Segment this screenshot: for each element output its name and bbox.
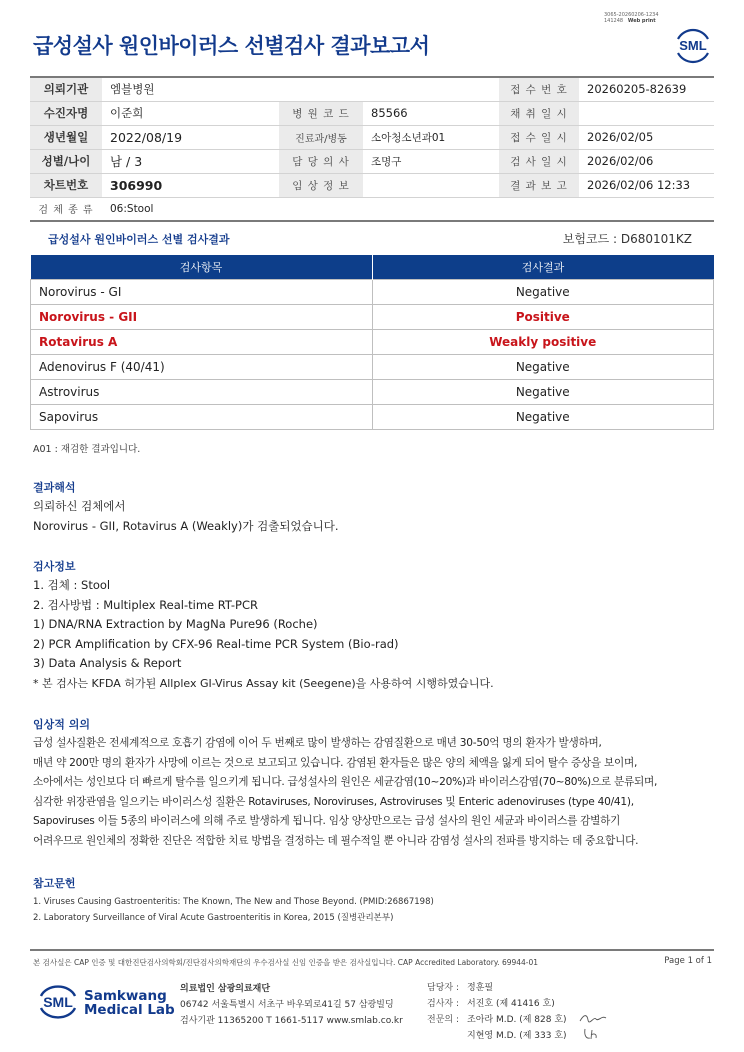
- birth-date-label: 생년월일: [30, 125, 102, 149]
- test-info-title: 검사정보: [33, 560, 76, 573]
- test-item-header: 검사항목: [31, 255, 373, 279]
- report-title: 급성설사 원인바이러스 선별검사 결과보고서: [33, 34, 430, 58]
- test-item-name: Norovirus - GII: [31, 304, 373, 329]
- insurance-code: 보험코드 : D680101KZ: [562, 232, 692, 246]
- clinical-line: 급성 설사질환은 전세계적으로 호흡기 감염에 이어 두 번째로 많이 발생하는 감염질환으로 매년 30-50억 명의 환자가 발생하며,: [33, 737, 602, 749]
- department-value: 소아청소년과01: [363, 125, 499, 149]
- clinical-line: 어려우므로 원인체의 정확한 진단은 적합한 치료 방법을 결정하는 데 필수적일 뿐 아니라 감염성 설사의 전파를 방지하는 데 중요합니다.: [33, 834, 639, 847]
- report-code-line2: [604, 18, 659, 24]
- clinical-info-value: [363, 173, 499, 197]
- requesting-org-value: 엠블병원: [102, 77, 279, 101]
- table-row: [31, 379, 714, 404]
- test-item-result: Weakly positive: [372, 329, 714, 354]
- patient-row: [30, 173, 714, 197]
- hospital-code-label: 병 원 코 드: [279, 101, 363, 125]
- clinical-text: [33, 734, 657, 851]
- results-table: [30, 255, 714, 430]
- web-print-label: Web print: [627, 18, 656, 24]
- test-item-result: Negative: [372, 279, 714, 304]
- staff-role: 검사자 :: [427, 999, 459, 1009]
- organization-contact: 검사기관 11365200 T 1661-5117 www.smlab.co.kr: [180, 1016, 403, 1026]
- clinical-title: 임상적 의의: [33, 718, 90, 731]
- page-number: Page 1 of 1: [664, 956, 712, 966]
- requesting-org-label: 의뢰기관: [30, 77, 102, 101]
- receipt-number-label: 접 수 번 호: [499, 77, 579, 101]
- interpretation-line: Norovirus - GII, Rotavirus A (Weakly)가 검출되었습니다.: [33, 518, 339, 533]
- sml-logo-icon: [36, 984, 80, 1020]
- table-row: [31, 304, 714, 329]
- test-item-name: Rotavirus A: [31, 329, 373, 354]
- report-code-line1: 3065-20260206-1234: [604, 12, 659, 18]
- specimen-type-value: 06:Stool: [102, 197, 714, 221]
- footer-divider: [30, 949, 714, 951]
- patient-row: [30, 125, 714, 149]
- sml-logo-text: SML: [43, 994, 73, 1010]
- sex-age-value: 남 / 3: [102, 149, 279, 173]
- test-item-result: Positive: [372, 304, 714, 329]
- table-row: [31, 354, 714, 379]
- sml-logo-text: SML: [679, 38, 707, 53]
- organization-info: [180, 981, 403, 1029]
- staff-role: 담당자 :: [427, 983, 459, 993]
- test-info-line: * 본 검사는 KFDA 허가된 Allplex GI-Virus Assay kit (Seegene)을 사용하여 시행하였습니다.: [33, 676, 494, 690]
- clinical-info-label: 임 상 정 보: [279, 173, 363, 197]
- test-item-result: Negative: [372, 379, 714, 404]
- blank-cell: [363, 77, 499, 101]
- report-date-value: 2026/02/06 12:33: [579, 173, 714, 197]
- signature-icon: [578, 1012, 608, 1026]
- interpretation-title: 결과해석: [33, 481, 76, 494]
- department-label: 진료과/병동: [279, 125, 363, 149]
- receipt-number-value: 20260205-82639: [579, 77, 714, 101]
- table-row: [31, 329, 714, 354]
- clinical-line: 소아에서는 성인보다 더 빠르게 탈수를 일으키게 됩니다. 급성설사의 원인은 세균감염(10~20%)과 바이러스감염(70~80%)으로 분류되며,: [33, 776, 658, 788]
- brand-line2: Medical Lab: [84, 1002, 175, 1018]
- retest-note: A01 : 재검한 결과입니다.: [33, 444, 141, 455]
- references-title: 참고문헌: [33, 877, 76, 890]
- patient-row: [30, 197, 714, 221]
- test-info-text: [33, 576, 494, 693]
- patient-name-value: 이준희: [102, 101, 279, 125]
- staff-row: [427, 996, 567, 1012]
- sex-age-label: 성별/나이: [30, 149, 102, 173]
- staff-name: 정훈필: [467, 983, 494, 993]
- table-row: [31, 404, 714, 429]
- test-item-name: Adenovirus F (40/41): [31, 354, 373, 379]
- test-info-line: 2. 검사방법 : Multiplex Real-time RT-PCR: [33, 597, 258, 612]
- receipt-date-value: 2026/02/05: [579, 125, 714, 149]
- test-item-result: Negative: [372, 404, 714, 429]
- report-code: [604, 12, 659, 24]
- test-date-value: 2026/02/06: [579, 149, 714, 173]
- sml-logo-icon: [672, 24, 714, 66]
- brand-name: [84, 989, 175, 1017]
- signature-icon: [582, 1026, 604, 1042]
- organization-address: 06742 서울특별시 서초구 바우뫼로41길 57 삼광빌딩: [180, 1000, 394, 1010]
- patient-name-label: 수진자명: [30, 101, 102, 125]
- test-info-line: 1) DNA/RNA Extraction by MagNa Pure96 (Roche): [33, 617, 318, 631]
- results-header-row: [31, 255, 714, 279]
- clinical-line: 심각한 위장관염을 일으키는 바이러스성 질환은 Rotaviruses, Noroviruses, Astroviruses 및 Enteric adenoviruses (type 40/41),: [33, 795, 634, 808]
- certification-note: 본 검사실은 CAP 인증 및 대한진단검사의학회/진단검사의학재단의 우수검사실 신임 인증을 받은 검사실입니다. CAP Accredited Laboratory. 69944-01: [33, 958, 539, 967]
- patient-info-table: [30, 76, 714, 222]
- reference-item: 2. Laboratory Surveillance of Viral Acute Gastroenteritis in Korea, 2015 (질병관리본부): [33, 913, 394, 923]
- collection-date-value: [579, 101, 714, 125]
- results-section-title: 급성설사 원인바이러스 선별 검사결과: [48, 233, 230, 246]
- test-item-result: Negative: [372, 354, 714, 379]
- hospital-code-value: 85566: [363, 101, 499, 125]
- table-row: [31, 279, 714, 304]
- staff-row: [427, 1028, 567, 1044]
- patient-row: [30, 149, 714, 173]
- chart-number-label: 차트번호: [30, 173, 102, 197]
- organization-name: 의료법인 삼광의료재단: [180, 984, 271, 994]
- test-info-line: 3) Data Analysis & Report: [33, 656, 182, 670]
- birth-date-value: 2022/08/19: [102, 125, 279, 149]
- chart-number-value: 306990: [102, 173, 279, 197]
- staff-name: 조아라 M.D. (제 828 호): [467, 1015, 567, 1025]
- test-result-header: 검사결과: [372, 255, 714, 279]
- patient-row: [30, 77, 714, 101]
- staff-info: [427, 980, 567, 1044]
- physician-label: 담 당 의 사: [279, 149, 363, 173]
- reference-item: 1. Viruses Causing Gastroenteritis: The Known, The New and Those Beyond. (PMID:26867198): [33, 897, 434, 907]
- test-item-name: Astrovirus: [31, 379, 373, 404]
- patient-row: [30, 101, 714, 125]
- physician-value: 조명구: [363, 149, 499, 173]
- staff-row: [427, 980, 567, 996]
- brand-line1: Samkwang: [84, 988, 167, 1004]
- interpretation-text: [33, 497, 339, 536]
- receipt-date-label: 접 수 일 시: [499, 125, 579, 149]
- blank-cell: [279, 77, 363, 101]
- interpretation-line: 의뢰하신 검체에서: [33, 499, 126, 513]
- test-item-name: Sapovirus: [31, 404, 373, 429]
- report-code-number: 141248: [604, 18, 624, 24]
- staff-name: 지현영 M.D. (제 333 호): [467, 1031, 567, 1041]
- test-info-line: 1. 검체 : Stool: [33, 578, 111, 592]
- test-item-name: Norovirus - GI: [31, 279, 373, 304]
- clinical-line: Sapoviruses 이들 5종의 바이러스에 의해 주로 발생하게 됩니다. 임상 양상만으로는 급성 설사의 원인 세균과 바이러스를 감별하기: [33, 815, 621, 827]
- test-date-label: 검 사 일 시: [499, 149, 579, 173]
- clinical-line: 매년 약 200만 명의 환자가 사망에 이르는 것으로 보고되고 있습니다. 감염된 환자들은 많은 양의 체액을 잃게 되어 탈수 증상을 보이며,: [33, 756, 638, 769]
- specimen-type-label: 검 체 종 류: [30, 197, 102, 221]
- collection-date-label: 채 취 일 시: [499, 101, 579, 125]
- staff-row: [427, 1012, 567, 1028]
- staff-role: 전문의 :: [427, 1015, 459, 1025]
- test-info-line: 2) PCR Amplification by CFX-96 Real-time PCR System (Bio-rad): [33, 636, 399, 651]
- references-list: [33, 894, 434, 926]
- staff-name: 서진호 (제 41416 호): [467, 999, 555, 1009]
- report-date-label: 결 과 보 고: [499, 173, 579, 197]
